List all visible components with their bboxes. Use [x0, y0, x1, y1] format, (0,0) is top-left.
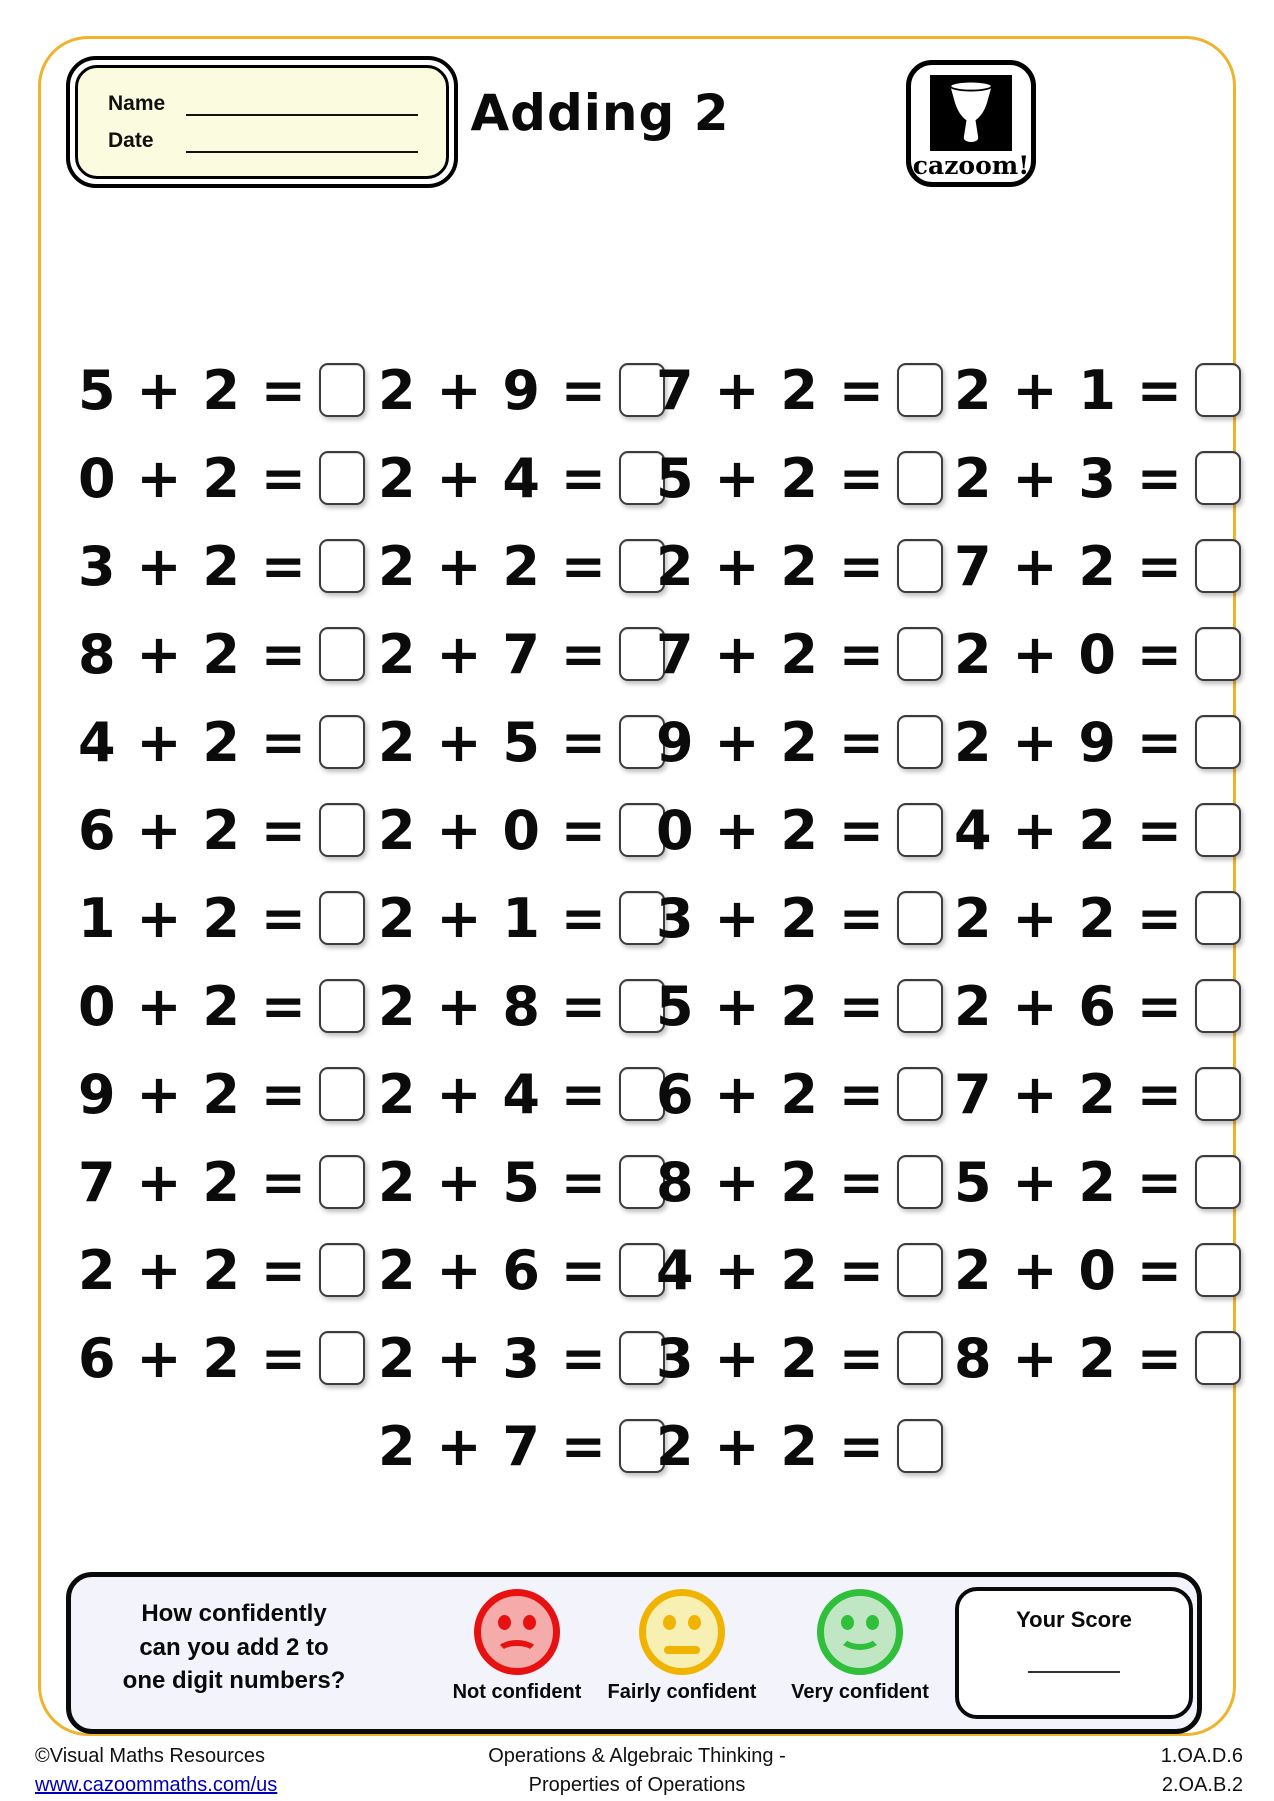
problem-expression: 2 + 3 =	[378, 1326, 607, 1390]
problem-expression: 9 + 2 =	[656, 710, 885, 774]
problem-cell	[78, 535, 378, 598]
problem-cell	[656, 1063, 954, 1126]
problem-expression: 2 + 9 =	[378, 358, 607, 422]
problem-cell	[656, 359, 954, 422]
answer-box[interactable]	[1195, 803, 1241, 857]
problem-expression: 2 + 8 =	[378, 974, 607, 1038]
problem-expression: 8 + 2 =	[78, 622, 307, 686]
problem-expression: 5 + 2 =	[78, 358, 307, 422]
problem-expression: 2 + 1 =	[378, 886, 607, 950]
confidence-option-label: Fairly confident	[607, 1681, 757, 1703]
problem-cell	[378, 1063, 656, 1126]
problem-expression: 2 + 7 =	[378, 622, 607, 686]
problem-expression: 6 + 2 =	[656, 1062, 885, 1126]
answer-box[interactable]	[1195, 715, 1241, 769]
problem-expression: 2 + 4 =	[378, 446, 607, 510]
problem-expression: 0 + 2 =	[656, 798, 885, 862]
problem-cell	[954, 711, 1198, 774]
problem-cell	[656, 975, 954, 1038]
confidence-option-sad	[427, 1589, 607, 1704]
problem-expression: 6 + 2 =	[78, 798, 307, 862]
problem-expression: 2 + 9 =	[954, 710, 1183, 774]
answer-box[interactable]	[319, 363, 365, 417]
problem-expression: 3 + 2 =	[78, 534, 307, 598]
happy-face-icon[interactable]	[817, 1589, 903, 1675]
footer-center	[337, 1742, 937, 1800]
logo-wordmark: cazoom!	[912, 151, 1030, 180]
answer-box[interactable]	[319, 1067, 365, 1121]
problem-expression: 7 + 2 =	[78, 1150, 307, 1214]
problem-cell	[954, 623, 1198, 686]
problem-cell	[78, 359, 378, 422]
answer-box[interactable]	[319, 539, 365, 593]
problem-expression: 2 + 5 =	[378, 710, 607, 774]
answer-box[interactable]	[1195, 1331, 1241, 1385]
problem-cell	[378, 447, 656, 510]
answer-box[interactable]	[319, 451, 365, 505]
problem-cell	[378, 359, 656, 422]
problem-expression: 2 + 4 =	[378, 1062, 607, 1126]
problem-cell	[78, 1151, 378, 1214]
problem-cell	[78, 1063, 378, 1126]
answer-box[interactable]	[897, 1155, 943, 1209]
answer-box[interactable]	[319, 803, 365, 857]
answer-box[interactable]	[897, 1331, 943, 1385]
problem-expression: 4 + 2 =	[78, 710, 307, 774]
problem-expression: 5 + 2 =	[656, 446, 885, 510]
problem-cell	[656, 1239, 954, 1302]
problem-cell	[78, 799, 378, 862]
answer-box[interactable]	[897, 451, 943, 505]
date-input-line[interactable]	[186, 129, 418, 153]
problem-cell	[78, 623, 378, 686]
problem-cell	[78, 975, 378, 1038]
problem-expression: 8 + 2 =	[656, 1150, 885, 1214]
problem-expression: 2 + 2 =	[656, 1414, 885, 1478]
problem-cell	[378, 1151, 656, 1214]
problem-cell	[656, 1415, 954, 1478]
answer-box[interactable]	[1195, 979, 1241, 1033]
confidence-option-happy	[770, 1589, 950, 1704]
problem-expression: 4 + 2 =	[954, 798, 1183, 862]
problem-cell	[656, 623, 954, 686]
answer-box[interactable]	[1195, 1243, 1241, 1297]
answer-box[interactable]	[1195, 539, 1241, 593]
problem-expression: 2 + 2 =	[954, 886, 1183, 950]
problem-cell	[954, 975, 1198, 1038]
answer-box[interactable]	[319, 1243, 365, 1297]
problem-cell	[954, 1327, 1198, 1390]
problem-cell	[378, 799, 656, 862]
problem-expression: 5 + 2 =	[656, 974, 885, 1038]
confidence-bar	[66, 1572, 1202, 1734]
problem-cell	[378, 535, 656, 598]
problem-expression: 7 + 2 =	[954, 1062, 1183, 1126]
confidence-question-line: one digit numbers?	[122, 1667, 346, 1695]
problem-cell	[656, 711, 954, 774]
footer-left	[35, 1742, 277, 1800]
problem-cell	[954, 1239, 1198, 1302]
problem-cell	[954, 1151, 1198, 1214]
problem-expression: 2 + 1 =	[954, 358, 1183, 422]
problem-expression: 2 + 3 =	[954, 446, 1183, 510]
confidence-question-line: can you add 2 to	[139, 1633, 329, 1661]
date-field-row	[108, 129, 418, 153]
answer-box[interactable]	[319, 715, 365, 769]
problem-cell	[954, 447, 1198, 510]
problem-expression: 8 + 2 =	[954, 1326, 1183, 1390]
drum-icon	[930, 75, 1012, 151]
problem-cell	[378, 1327, 656, 1390]
sad-face-icon[interactable]	[474, 1589, 560, 1675]
answer-box[interactable]	[319, 891, 365, 945]
problem-cell	[378, 975, 656, 1038]
problem-expression: 9 + 2 =	[78, 1062, 307, 1126]
answer-box[interactable]	[897, 539, 943, 593]
answer-box[interactable]	[319, 979, 365, 1033]
score-box	[955, 1587, 1193, 1719]
problem-expression: 2 + 0 =	[378, 798, 607, 862]
problem-expression: 4 + 2 =	[656, 1238, 885, 1302]
problem-cell	[656, 535, 954, 598]
problem-expression: 3 + 2 =	[656, 886, 885, 950]
answer-box[interactable]	[1195, 451, 1241, 505]
problem-cell	[656, 887, 954, 950]
answer-box[interactable]	[1195, 363, 1241, 417]
standard-strand-line2: Properties of Operations	[528, 1774, 746, 1796]
problem-expression: 7 + 2 =	[656, 622, 885, 686]
answer-box[interactable]	[1195, 1155, 1241, 1209]
name-date-box	[66, 56, 458, 188]
confidence-question-line: How confidently	[141, 1600, 327, 1627]
problem-cell	[378, 1239, 656, 1302]
problem-cell	[78, 1239, 378, 1302]
answer-box[interactable]	[1195, 627, 1241, 681]
confidence-option-neutral	[592, 1589, 772, 1704]
answer-box[interactable]	[319, 1331, 365, 1385]
problems-grid	[78, 346, 1198, 1490]
problem-expression: 7 + 2 =	[954, 534, 1183, 598]
problem-expression: 3 + 2 =	[656, 1326, 885, 1390]
problem-cell	[656, 1327, 954, 1390]
name-label: Name	[108, 91, 166, 115]
problem-expression: 2 + 7 =	[378, 1414, 607, 1478]
confidence-option-label: Not confident	[452, 1681, 582, 1703]
website-link[interactable]: www.cazoommaths.com/us	[35, 1774, 278, 1796]
problem-expression: 0 + 2 =	[78, 446, 307, 510]
name-field-row	[108, 92, 418, 116]
answer-box[interactable]	[897, 627, 943, 681]
standard-strand-line1: Operations & Algebraic Thinking -	[488, 1745, 786, 1767]
problem-expression: 2 + 6 =	[378, 1238, 607, 1302]
problem-expression: 2 + 2 =	[78, 1238, 307, 1302]
problem-expression: 2 + 0 =	[954, 622, 1183, 686]
problem-cell	[78, 1327, 378, 1390]
standard-code-1: 1.OA.D.6	[1160, 1745, 1243, 1767]
score-input-line[interactable]	[1028, 1633, 1120, 1673]
name-date-box-inner	[75, 65, 449, 179]
problem-cell	[378, 623, 656, 686]
problem-cell	[78, 711, 378, 774]
answer-box[interactable]	[897, 1243, 943, 1297]
problem-expression: 2 + 5 =	[378, 1150, 607, 1214]
confidence-question	[99, 1597, 369, 1698]
neutral-face-icon[interactable]	[639, 1589, 725, 1675]
problem-cell	[656, 447, 954, 510]
answer-box[interactable]	[897, 715, 943, 769]
problem-expression: 0 + 2 =	[78, 974, 307, 1038]
confidence-option-label: Very confident	[791, 1681, 929, 1703]
problem-cell	[78, 447, 378, 510]
answer-box[interactable]	[897, 363, 943, 417]
problem-cell	[954, 359, 1198, 422]
score-title: Your Score	[1016, 1607, 1132, 1632]
footer-right	[1161, 1742, 1243, 1800]
page-title: Adding 2	[470, 84, 730, 142]
problem-expression: 2 + 0 =	[954, 1238, 1183, 1302]
answer-box[interactable]	[897, 891, 943, 945]
standard-code-2: 2.OA.B.2	[1161, 1774, 1243, 1796]
answer-box[interactable]	[897, 1419, 943, 1473]
answer-box[interactable]	[897, 979, 943, 1033]
problem-cell	[378, 711, 656, 774]
answer-box[interactable]	[1195, 891, 1241, 945]
cazoom-logo	[906, 60, 1036, 187]
answer-box[interactable]	[897, 1067, 943, 1121]
answer-box[interactable]	[1195, 1067, 1241, 1121]
problem-expression: 1 + 2 =	[78, 886, 307, 950]
answer-box[interactable]	[319, 627, 365, 681]
problem-cell	[656, 799, 954, 862]
problem-cell	[656, 1151, 954, 1214]
name-input-line[interactable]	[186, 92, 418, 116]
problem-cell	[78, 887, 378, 950]
problem-cell	[378, 887, 656, 950]
problem-expression: 7 + 2 =	[656, 358, 885, 422]
problem-expression: 5 + 2 =	[954, 1150, 1183, 1214]
problem-expression: 2 + 6 =	[954, 974, 1183, 1038]
copyright-text: ©Visual Maths Resources	[35, 1745, 266, 1767]
answer-box[interactable]	[897, 803, 943, 857]
problem-cell	[954, 535, 1198, 598]
problem-expression: 2 + 2 =	[656, 534, 885, 598]
problem-cell	[954, 887, 1198, 950]
problem-expression: 6 + 2 =	[78, 1326, 307, 1390]
date-label: Date	[108, 128, 154, 152]
answer-box[interactable]	[319, 1155, 365, 1209]
problem-cell	[378, 1415, 656, 1478]
problem-cell	[954, 799, 1198, 862]
problem-expression: 2 + 2 =	[378, 534, 607, 598]
problem-cell	[954, 1063, 1198, 1126]
